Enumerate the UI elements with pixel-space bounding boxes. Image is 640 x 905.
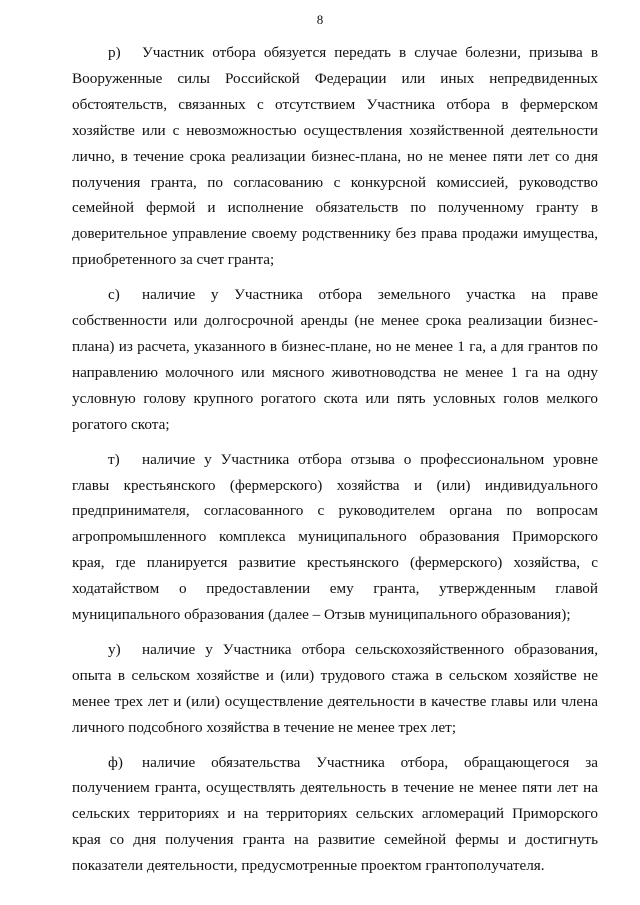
clause-letter: ф) [108, 753, 123, 771]
clause-text: Участник отбора обязуется передать в случае болезни, призыва в Вооруженные силы Российской Федерации или иных непредвиденных обстоятельств, связанных с отсутствием Участника отбора в фермерском хозяйстве или с невозможностью осуществления хозяйственной деятельности лично, в течение срока реализации бизнес-плана, но не менее пяти лет со дня получения гранта, по согласованию с конкурсной комиссией, руководство семейной фермой и исполнение обязательств по полученному гранту в доверительное управление своему родственнику без права продажи имущества, приобретенного за счет гранта; [72, 44, 598, 269]
clause-r [72, 40, 598, 273]
clause-letter: р) [108, 44, 121, 61]
clause-text: наличие у Участника отбора отзыва о профессиональном уровне главы крестьянского (фермерского) хозяйства и (или) индивидуального предпринимателя, согласованного с руководителем органа по вопросам агропромышленного комплекса муниципального образования Приморского края, где планируется развитие крестьянского (фермерского) хозяйства, с ходатайством о предоставлении ему гранта, утвержденным главой муниципального образования (далее – Отзыв муниципального образования); [72, 450, 598, 624]
clause-s [72, 282, 598, 437]
clause-f [72, 750, 598, 880]
clause-text: наличие обязательства Участника отбора, обращающегося за получением гранта, осуществлять деятельность в течение не менее пяти лет на сельских территориях и на территориях сельских агломераций Приморского края со дня получения гранта на развитие семейной фермы и достигнуть показатели деятельности, предусмотренные проектом грантополучателя. [72, 753, 598, 875]
clause-letter: у) [108, 640, 121, 658]
clause-letter: с) [108, 286, 120, 304]
clause-text: наличие у Участника отбора земельного участка на праве собственности или долгосрочной аренды (не менее срока реализации бизнес-плана) из расчета, указанного в бизнес-плане, но не менее 1 га, а для грантов по направлению молочного или мясного животноводства не менее 1 га на одну условную голову крупного рогатого скота или пять условных голов мелкого рогатого скота; [72, 286, 598, 433]
page-number: 8 [316, 12, 324, 27]
clause-text: наличие у Участника отбора сельскохозяйственного образования, опыта в сельском хозяйстве и (или) трудового стажа в сельском хозяйстве не менее трех лет и (или) осуществление деятельности в качестве главы или члена личного подсобного хозяйства в течение не менее трех лет; [72, 640, 598, 736]
document-body [72, 40, 598, 888]
clause-t [72, 447, 598, 628]
clause-u [72, 637, 598, 741]
clause-letter: т) [108, 450, 120, 468]
